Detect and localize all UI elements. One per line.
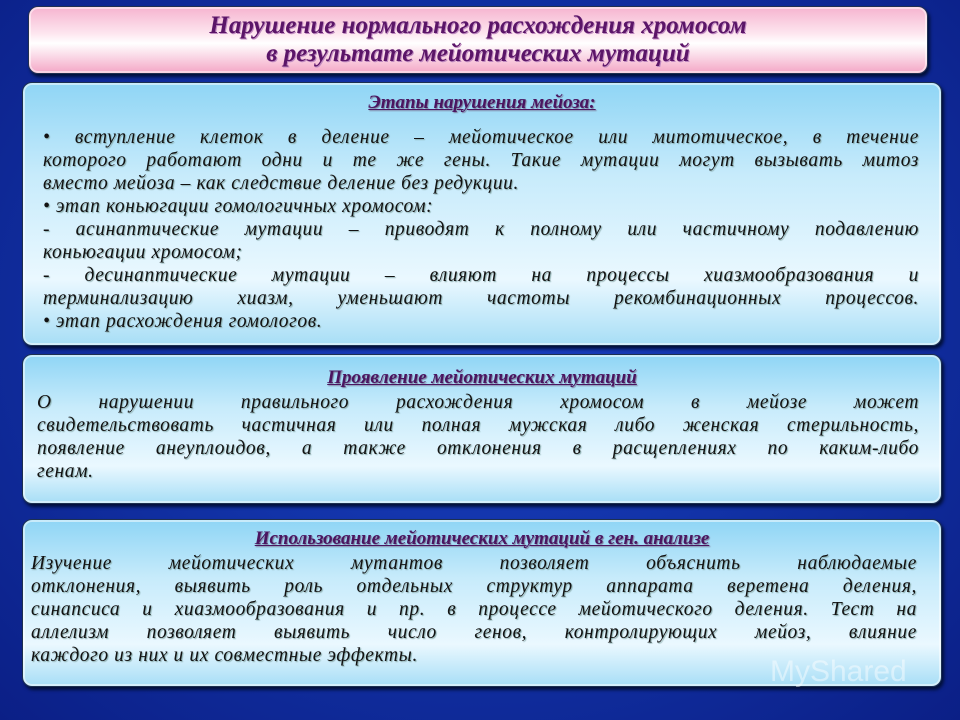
stages-line: вместо мейоза – как следствие деление без редукции. [43, 173, 519, 194]
manifestation-line: генам. [37, 461, 94, 482]
stages-body [43, 126, 919, 333]
manifestation-line: О нарушении правильного расхождения хромосом в мейозе может [37, 392, 919, 413]
usage-line: аллелизм позволяет выявить число генов, контролирующих мейоз, влияние [31, 622, 917, 643]
stages-line: терминализацию хиазм, уменьшают частоты рекомбинационных процессов. [43, 288, 919, 309]
title-line-2: в результате мейотических мутаций [266, 40, 690, 67]
usage-line: синапсиса и хиазмообразования и пр. в процессе мейотического деления. Тест на [31, 599, 917, 620]
stages-panel [22, 82, 942, 346]
stages-line: коньюгации хромосом; [43, 242, 243, 263]
stages-line: которого работают одни и те же гены. Такие мутации могут вызывать митоз [43, 150, 919, 171]
manifestation-body [37, 391, 919, 483]
stages-line: • этап расхождения гомологов. [43, 311, 323, 332]
stages-heading: Этапы нарушения мейоза: [368, 92, 596, 113]
usage-line: каждого из них и их совместные эффекты. [31, 645, 418, 666]
title-banner [28, 6, 928, 74]
stages-line: • вступление клеток в деление – мейотическое или митотическое, в течение [43, 127, 919, 148]
manifestation-heading: Проявление мейотических мутаций [327, 367, 637, 388]
stages-line: - асинаптические мутации – приводят к полному или частичному подавлению [43, 219, 919, 240]
manifestation-line: появление анеуплоидов, а также отклонения в расщеплениях по каким-либо [37, 438, 919, 459]
usage-body [31, 552, 917, 667]
watermark-logo: MyShared [770, 655, 907, 688]
title-line-1: Нарушение нормального расхождения хромосом [209, 12, 747, 39]
usage-heading: Использование мейотических мутаций в ген. анализе [254, 528, 710, 549]
stages-line: - десинаптические мутации – влияют на процессы хиазмообразования и [43, 265, 919, 286]
stages-line: • этап коньюгации гомологичных хромосом: [43, 196, 434, 217]
manifestation-line: свидетельствовать частичная или полная мужская либо женская стерильность, [37, 415, 919, 436]
manifestation-panel [22, 354, 942, 504]
usage-line: Изучение мейотических мутантов позволяет объяснить наблюдаемые [31, 553, 917, 574]
usage-line: отклонения, выявить роль отдельных структур аппарата веретена деления, [31, 576, 917, 597]
